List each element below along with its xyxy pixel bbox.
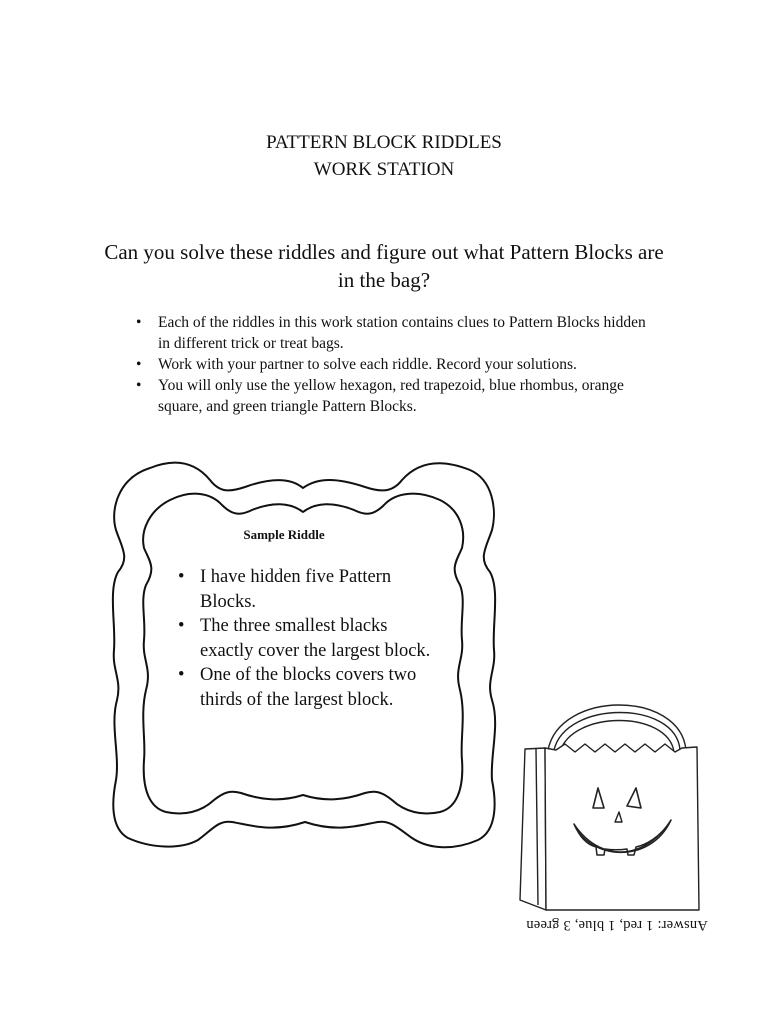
riddle-clue — [178, 663, 438, 712]
riddle-clue-text: The three smallest blacks exactly cover the largest block. — [200, 616, 431, 661]
bullet-icon: • — [178, 665, 185, 685]
page-title-line-1: PATTERN BLOCK RIDDLES — [266, 132, 502, 153]
riddle-clue — [178, 614, 438, 663]
instruction-text: You will only use the yellow hexagon, red trapezoid, blue rhombus, orange square, and green triangle Pattern Blocks. — [158, 377, 624, 415]
bullet-icon: • — [136, 314, 142, 331]
instruction-text: Each of the riddles in this work station contains clues to Pattern Blocks hidden in different trick or treat bags. — [158, 314, 646, 352]
bullet-icon: • — [136, 356, 142, 373]
sample-riddle-title: Sample Riddle — [243, 527, 325, 542]
upside-down-answer: Answer: 1 red, 1 blue, 3 green — [526, 917, 708, 933]
riddle-clue-text: One of the blocks covers two thirds of the largest block. — [200, 665, 417, 710]
bullet-icon: • — [178, 616, 185, 636]
bullet-icon: • — [178, 567, 185, 587]
bullet-icon: • — [136, 377, 142, 394]
page-title-line-2: WORK STATION — [313, 159, 455, 180]
riddle-clue — [178, 565, 438, 614]
question-heading: Can you solve these riddles and figure out what Pattern Blocks are in the bag? — [104, 240, 664, 292]
sample-riddle-clues — [178, 565, 438, 712]
instruction-text: Work with your partner to solve each riddle. Record your solutions. — [158, 356, 577, 373]
trick-or-treat-bag-icon — [520, 705, 699, 910]
riddle-clue-text: I have hidden five Pattern Blocks. — [200, 567, 392, 612]
